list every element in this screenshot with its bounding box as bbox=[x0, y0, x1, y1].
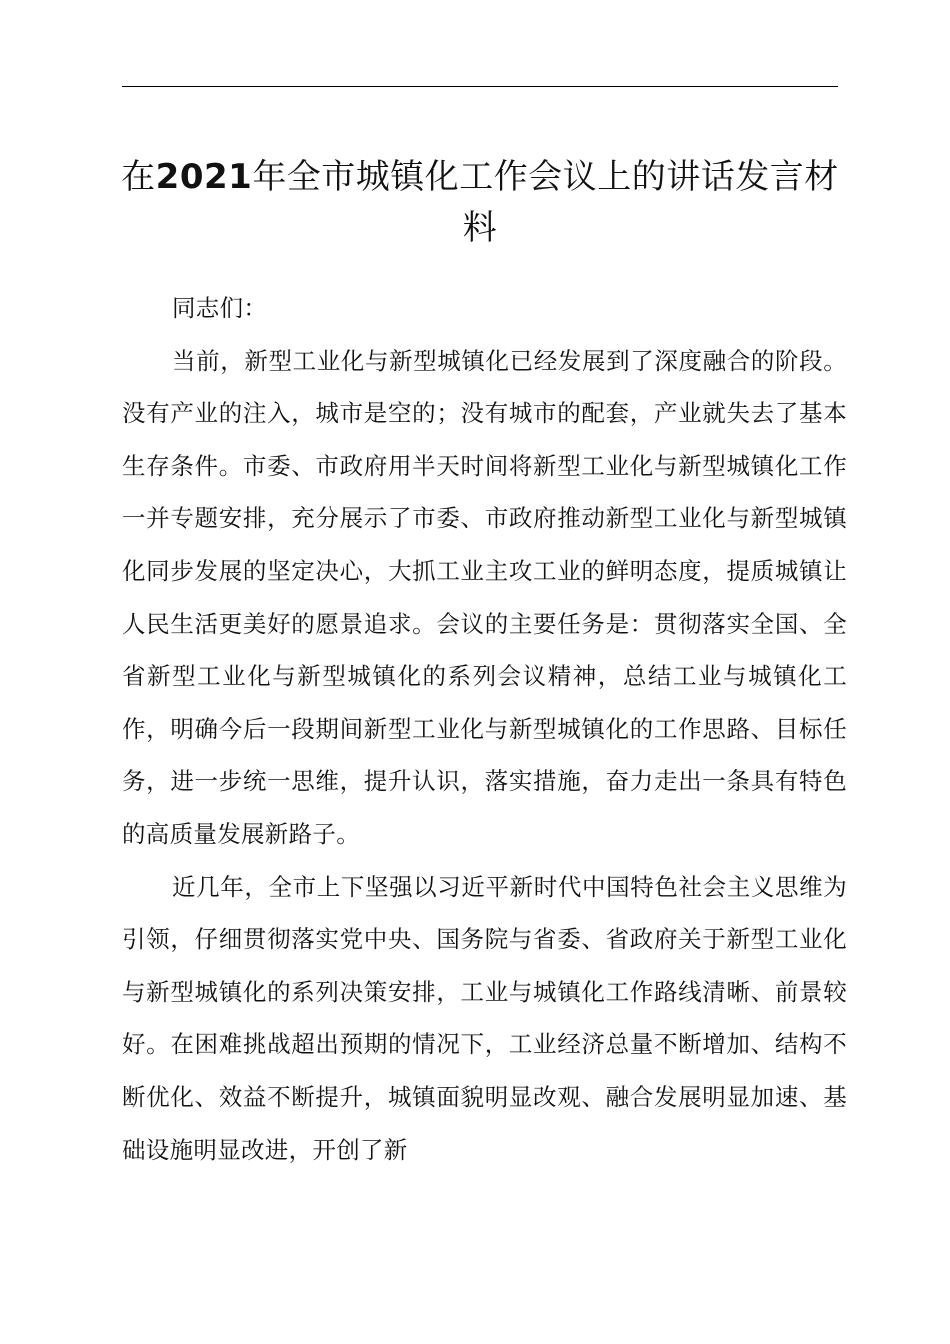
title-prefix: 在 bbox=[121, 157, 156, 197]
document-title bbox=[110, 152, 850, 254]
title-suffix: 年全市城镇化工作会议上的讲话发言材料 bbox=[252, 157, 839, 248]
salutation: 同志们： bbox=[172, 294, 268, 322]
title-year: 2021 bbox=[155, 157, 253, 197]
header-rule bbox=[122, 86, 838, 87]
paragraph-1: 当前，新型工业化与新型城镇化已经发展到了深度融合的阶段。没有产业的注入，城市是空的；没有城市的配套，产业就失去了基本生存条件。市委、市政府用半天时间将新型工业化与新型城镇化工作一并专题安排，充分展示了市委、市政府推动新型工业化与新型城镇化同步发展的坚定决心，大抓工业主攻工业的鲜明态度，提质城镇让人民生活更美好的愿景追求。会议的主要任务是：贯彻落实全国、全省新型工业化与新型城镇化的系列会议精神，总结工业与城镇化工作，明确今后一段期间新型工业化与新型城镇化的工作思路、目标任务，进一步统一思维，提升认识，落实措施，奋力走出一条具有特色的高质量发展新路子。 bbox=[122, 346, 847, 848]
document-body bbox=[122, 282, 847, 1176]
paragraph-2: 近几年，全市上下坚强以习近平新时代中国特色社会主义思维为引领，仔细贯彻落实党中央、国务院与省委、省政府关于新型工业化与新型城镇化的系列决策安排，工业与城镇化工作路线清晰、前景较好。在困难挑战超出预期的情况下，工业经济总量不断增加、结构不断优化、效益不断提升，城镇面貌明显改观、融合发展明显加速、基础设施明显改进，开创了新 bbox=[122, 872, 847, 1164]
